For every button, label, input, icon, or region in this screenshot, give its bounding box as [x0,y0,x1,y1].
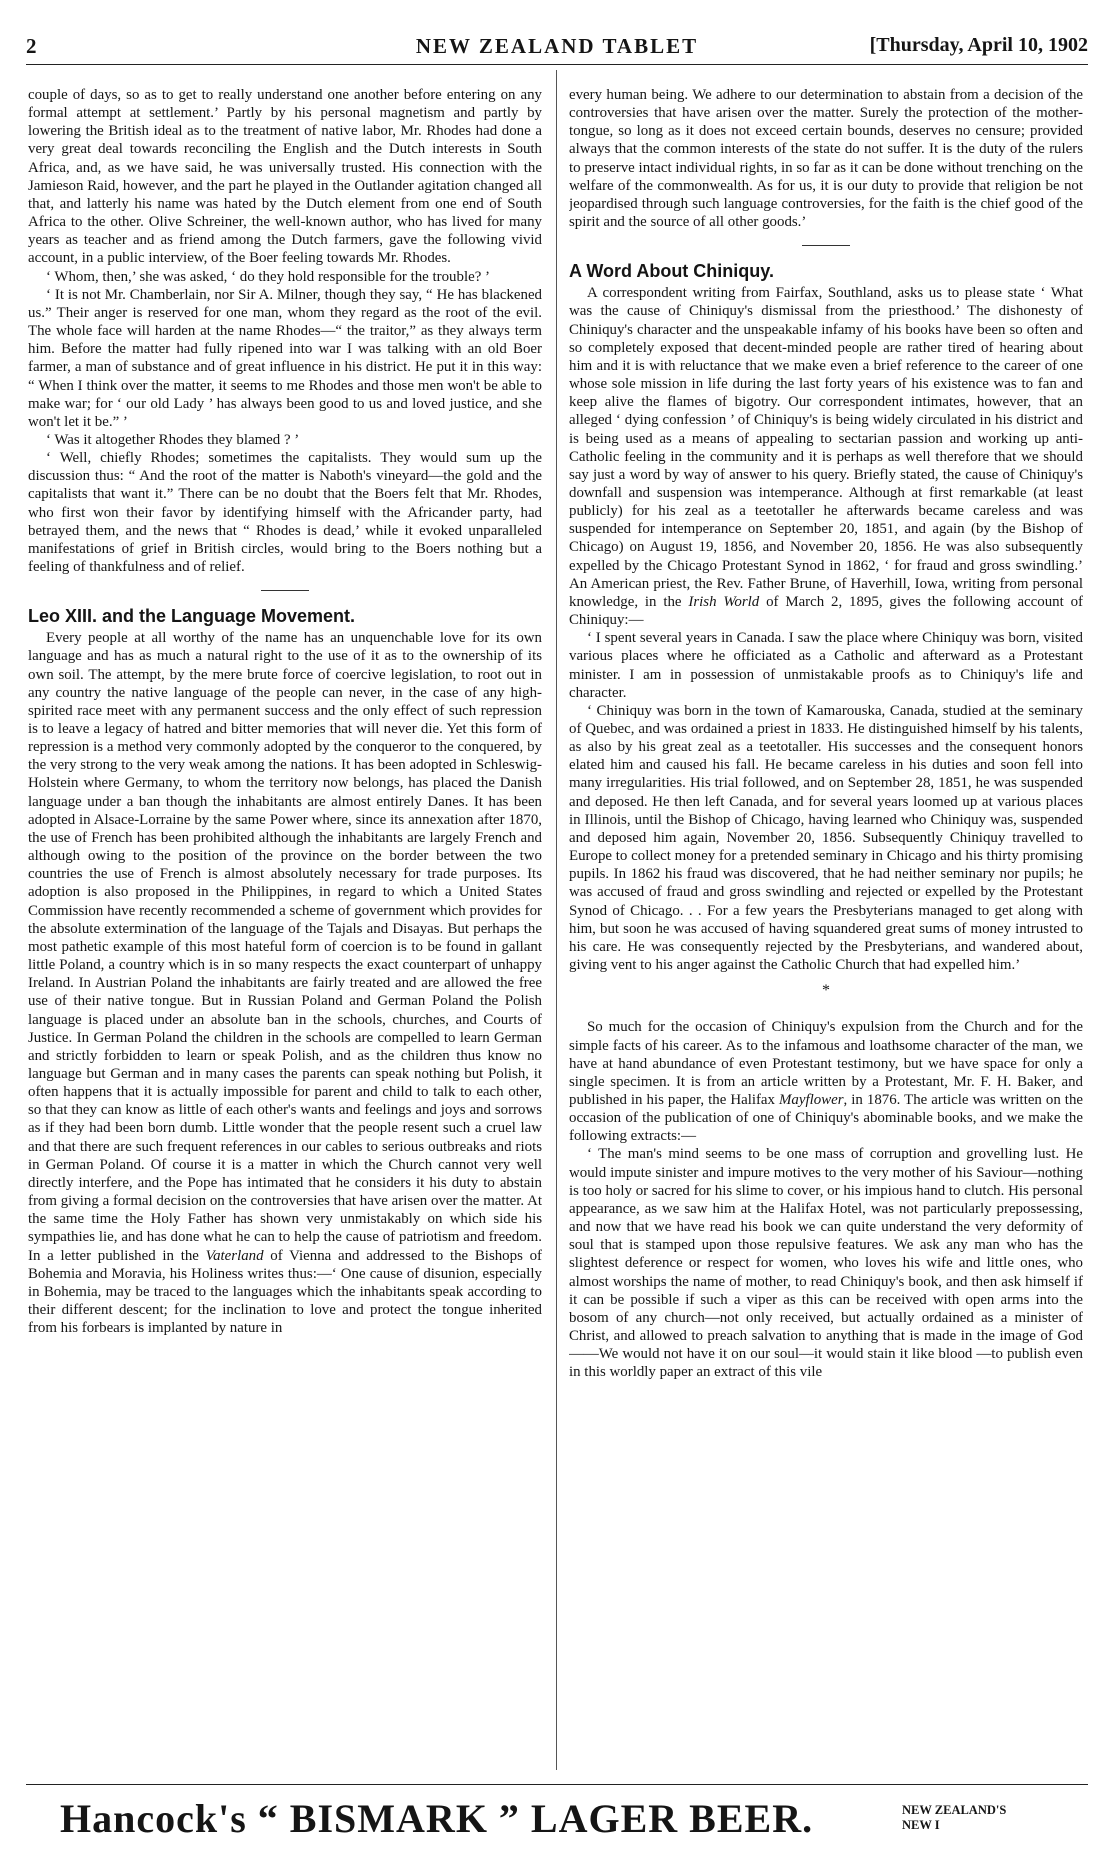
footer-advertisement: Hancock's “ BISMARK ” LAGER BEER. [60,1796,814,1841]
rhodes-paragraph: ‘ Whom, then,’ she was asked, ‘ do they hold responsible for the trouble? ’ [46,268,490,285]
leo-text-end: of Vienna and addressed to the Bishops of Bohemia and Moravia, his Holiness writes thus:—‘ One cause of disunion, especially in Bohemia, may be traced to the languages which the inhabitants speak according to their different descent; for the inclination to love and protect the tongue inherited from his forbears is implanted by nature in [28,1247,542,1337]
chiniquy-paragraph: ‘ Chiniquy was born in the town of Kamarouska, Canada, studied at the seminary of Quebec, and was ordained a priest in 1833. He distinguished himself by his talents, as also by his great zeal as a teetotaller. His successes and the consequent honors elated him and caused his fall. He became careless in his duties and soon fell into many irregularities. His trial followed, and on September 28, 1851, he was suspended and deposed. He then left Canada, and for several years loomed up at various places in Illinois, until the Bishop of Chicago, having learned who Chiniquy was, suspended and deposed him again, November 20, 1856. Subsequently Chiniquy travelled to Europe to collect money for a pretended seminary in Chicago and his thirty promising pupils. In 1862 his fraud was discovered, that he had neither seminary nor pupils; he was accused of fraud and gross swindling and rejected or expelled by the Protestant Synod of Chicago. . . For a few years the Presbyterians managed to get along with him, but soon he was accused of having squandered great sums of money intrusted to his care. He was consequently rejected by the Presbyterians, and wandered about, giving vent to his anger against the Catholic Church that had expelled him.’ [569,702,1083,974]
mayflower-title: Mayflower [779,1091,844,1108]
rhodes-paragraph: couple of days, so as to get to really understand one another before entering on any formal attempt at settlement.’ Partly by his personal magnetism and partly by lowering the British ideal as to the treatment of native labor, Mr. Rhodes had done a very great deal towards reconciling the English and the Dutch interests in South Africa, and, as we have said, he was universally trusted. His connection with the Jamieson Raid, however, and the part he played in the Outlander agitation changed all that, and latterly his name was hated by the Dutch element from one end of South Africa to the other. Olive Schreiner, the well-known author, who has lived for many years as teacher and as friend among the Dutch farmers, gave the following vivid account, in a public interview, of the Boer feeling towards Mr. Rhodes. [28,87,542,267]
leo-paragraph [28,629,542,1337]
footer-tagline-line: NEW ZEALAND'S [902,1803,1007,1817]
header-rule [26,64,1088,65]
masthead-title: NEW ZEALAND TABLET [415,34,699,58]
chiniquy-paragraph [569,1018,1083,1145]
rhodes-paragraph: ‘ Well, chiefly Rhodes; sometimes the capitalists. They would sum up the discussion thus: “ And the root of the matter is Naboth's vineyard—the gold and the capitalists that want it.” There can be no doubt that the Boers felt that Mr. Rhodes, who first won their favor by identifying himself with the Africander party, had betrayed them, and the news that “ Rhodes is dead,’ while it evoked unparalleled manifestations of grief in British circles, would bring to the Boers nothing but a feeling of thankfulness and of relief. [28,450,542,576]
right-column [569,86,1083,1776]
column-divider [556,70,557,1770]
chiniquy-text-end: of March 2, 1895, gives the following account of Chiniquy:— [569,593,1083,629]
article-heading-chiniquy: A Word About Chiniquy. [569,261,774,282]
leo-continued-paragraph: every human being. We adhere to our determination to abstain from a decision of the controversies that have arisen over the matter. Surely the protection of the mother-tongue, so long as it does not exceed certain bounds, deserves no censure; provided always that the common interests of the state do not suffer. It is the duty of the rulers to preserve intact individual rights, in so far as it can be done without trenching on the welfare of the commonwealth. As for us, it is our duty to provide that religion be not jeopardised through such language controversies, for the faith is the chief good of the spirit and the source of all other goods.’ [569,87,1083,231]
section-star: * [822,982,830,1000]
chiniquy-paragraph [569,284,1083,629]
leo-text: Every people at all worthy of the name has an unquenchable love for its own language and has as much a natural right to the use of it as to the ownership of its own soil. The attempt, by the mere brute force of coercive legislation, to root out in any country the native language of the people can never, in the case of any high-spirited race meet with any permanent success and the only effect of such repression is to leave a legacy of hatred and bitter memories that will never die. Yet this form of repression is a method very commonly adopted by the conqueror to the conquered, by the very strong to the very weak among the nations. It has been adopted in Schleswig-Holstein where Germany, to whom the territory now belongs, has placed the Danish language under a ban though the inhabitants are almost entirely Danes. It has been adopted in Alsace-Lorraine by the same Power where, since its annexation after 1870, the use of French has been prohibited although the inhabitants are largely French and although owing to the position of the province on the border between the two countries the use of French is almost absolutely necessary for trade purposes. Its adoption is also proposed in the Philippines, in regard to which a United States Commission have recently recommended a scheme of government which provides for the absolute extermination of the language of the Tajals and Disayas. But perhaps the most pathetic example of this most hateful form of coercion is to be found in gallant little Poland, a country which is in so many respects the exact counterpart of unhappy Ireland. In Austrian Poland the inhabitants are fairly treated and are allowed the free use of their native tongue. But in Russian Poland and German Poland the Polish language is placed under an absolute ban in the schools, churches, and Courts of Justice. In German Poland the children in the schools are compelled to learn German and strictly forbidden to learn or speak Polish, and as the children thus know no language but German and in many cases the parents can speak nothing but Polish, it often happens that it is actually impossible for parent and child to talk to each other, so that they can know as little of each other's wants and feelings and joys and sorrows as if they had been born dumb. Little wonder that the people resent such a cruel law and that there are such frequent references in our cables to serious outbreaks and riots in German Poland. Of course it is a matter in which the Church cannot very well directly interfere, and the Pope has intimated that he considers it his duty to abstain from giving a formal decision on the controversies that have arisen over the matter. At the same time the Holy Father has shown very unmistakably on which side his sympathies lie, and has done what he can to help the cause of patriotism and freedom. In a letter published in the [28,630,542,1264]
irish-world-title: Irish World [688,593,760,610]
page-number: 2 [26,34,37,58]
article-heading-leo: Leo XIII. and the Language Movement. [28,606,356,627]
rhodes-paragraph: ‘ It is not Mr. Chamberlain, nor Sir A. Milner, though they say, “ He has blackened us.” Their anger is reserved for one man, whom they regard as the root of the evil. The whole face will harden at the name Rhodes—“ the traitor,” as they always term him. Before the matter had fully ripened into war I was talking with an old Boer farmer, a man of substance and of great influence in his district. He put it in this way: “ When I think over the matter, it seems to me Rhodes and those men won't be able to make war; for ‘ our old Lady ’ has always been good to us and loved justice, and she won't let it be.” ’ [28,286,542,430]
footer-rule [26,1784,1088,1785]
section-separator [261,590,309,591]
chiniquy-text: A correspondent writing from Fairfax, Southland, asks us to please state ‘ What was the cause of Chiniquy's dismissal from the priesthood.’ The dishonesty of Chiniquy's character and the unspeakable infamy of his books have been so often and so completely exposed that decent-minded people are rather tired of hearing about him and it is with reluctance that we make even a brief reference to the career of one whose sole mission in life during the last forty years of his existence was to fan and keep alive the flames of bigotry. Our correspondent intimates, however, that an alleged ‘ dying confession ’ of Chiniquy's is being widely circulated in his district and is being used as a means of appealing to sectarian passion and working up anti-Catholic feeling in the community and it is perhaps as well therefore that we should say just a word by way of answer to his query. Briefly stated, the cause of Chiniquy's downfall and suspension was intemperance. Although at first remarkable (at least publicly) for his zeal as a teetotaller he afterwards became careless and was suspended for intemperance on September 20, 1851, and again (by the Bishop of Chicago) on August 19, 1856, and November 20, 1856. He was also subsequently expelled by the Chicago Protestant Synod in 1862, ‘ for fraud and gross swindling.’ An American priest, the Rev. Father Brune, of Haverhill, Iowa, writing from personal knowledge, in the [569,285,1083,610]
section-separator [802,245,850,246]
chiniquy-text: So much for the occasion of Chiniquy's expulsion from the Church and for the simple facts of his career. As to the infamous and loathsome character of the man, we have at hand abundance of even Protestant testimony, but we have space for only a single specimen. It is from an article written by a Protestant, Mr. F. H. Baker, and published in his paper, the Halifax [569,1019,1083,1108]
footer-tagline [902,1803,1006,1833]
left-column [28,86,542,1776]
footer-tagline-line: NEW I [902,1818,940,1832]
page-header [26,34,1088,62]
rhodes-paragraph: ‘ Was it altogether Rhodes they blamed ? ’ [46,431,300,448]
vaterland-title: Vaterland [205,1247,264,1264]
chiniquy-text-end: , in 1876. The article was written on the occasion of the publication of one of Chiniquy's abominable books, and we make the following extracts:— [569,1091,1083,1145]
issue-date: [Thursday, April 10, 1902 [869,34,1088,56]
chiniquy-paragraph: ‘ The man's mind seems to be one mass of corruption and grovelling lust. He would impute sinister and impure motives to the very mother of his Saviour—nothing is too holy or sacred for his slime to cover, or his impious hand to clutch. His personal appearance, as we saw him at the Halifax Hotel, was not particularly prepossessing, and now that we have read his book we can quite understand the very deformity of soul that is stamped upon those repulsive features. We ask any man who has the slightest deference or respect for women, who loves his wife and little ones, who almost worships the name of mother, to read Chiniquy's book, and then ask himself if it can be possible if such a viper as this can be received with open arms into the bosom of any church—not only received, but actually ordained as a minister of Christ, and allowed to preach salvation to anything that is made in the image of God——We would not have it on our soul—it would stain it like blood —to publish even in this worldly paper an extract of this vile [569,1146,1083,1381]
chiniquy-paragraph: ‘ I spent several years in Canada. I saw the place where Chiniquy was born, visited various places where he officiated as a Catholic and afterward as a Protestant minister. I am in possession of unmistakable proofs as to Chiniquy's life and character. [569,630,1083,701]
